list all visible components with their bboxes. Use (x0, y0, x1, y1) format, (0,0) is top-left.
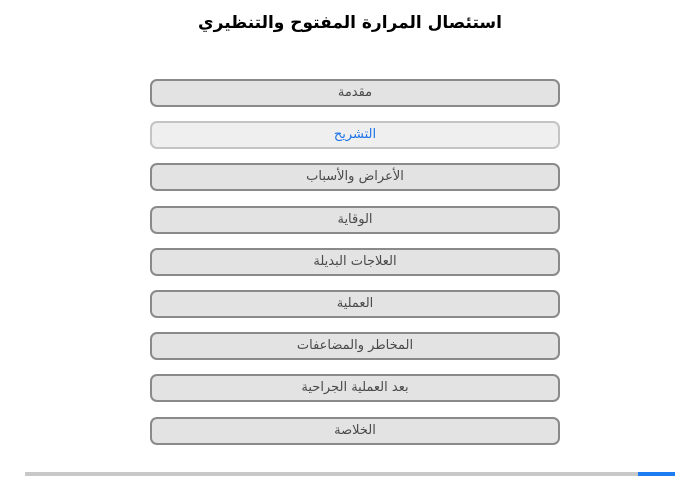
menu-item-anatomy[interactable]: التشريح (150, 121, 560, 149)
chapter-menu (150, 79, 560, 459)
progress-bar (25, 472, 675, 476)
menu-item-introduction[interactable]: مقدمة (150, 79, 560, 107)
menu-item-alternative-treatments[interactable]: العلاجات البديلة (150, 248, 560, 276)
menu-item-procedure[interactable]: العملية (150, 290, 560, 318)
menu-item-symptoms-causes[interactable]: الأعراض والأسباب (150, 163, 560, 191)
menu-item-after-surgery[interactable]: بعد العملية الجراحية (150, 374, 560, 402)
menu-item-summary[interactable]: الخلاصة (150, 417, 560, 445)
page-title: استئصال المرارة المفتوح والتنظيري (198, 13, 502, 33)
menu-item-prevention[interactable]: الوقاية (150, 206, 560, 234)
menu-item-risks-complications[interactable]: المخاطر والمضاعفات (150, 332, 560, 360)
progress-indicator (638, 472, 675, 476)
